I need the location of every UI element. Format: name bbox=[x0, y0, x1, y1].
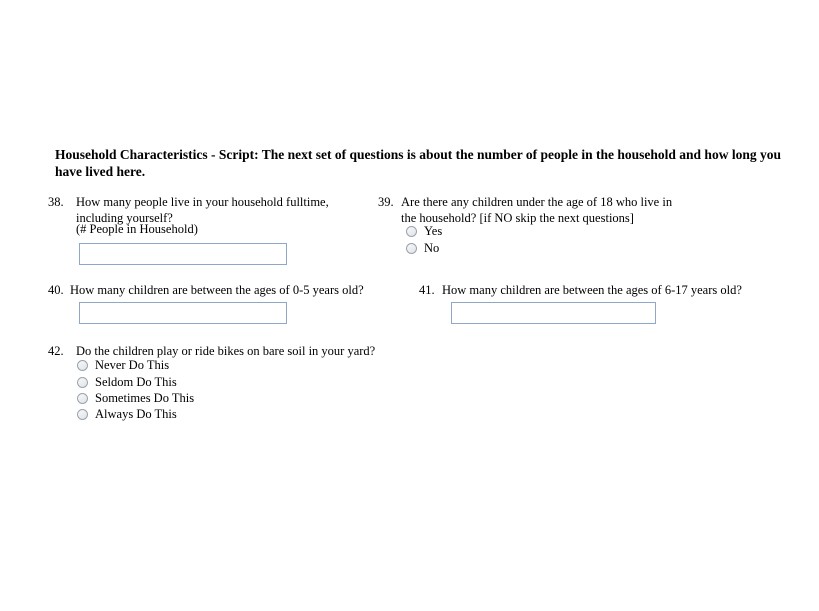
question-41-text: How many children are between the ages of 6-17 years old? bbox=[442, 283, 742, 297]
question-40-input[interactable] bbox=[79, 302, 287, 324]
question-39-option-no[interactable] bbox=[406, 242, 439, 255]
question-39-option-yes-label: Yes bbox=[424, 224, 443, 238]
question-42-option-sometimes[interactable] bbox=[77, 392, 194, 405]
question-38-input[interactable] bbox=[79, 243, 287, 265]
section-heading: Household Characteristics - Script: The next set of questions is about the number of people in the household and how long you have lived here. bbox=[55, 147, 781, 180]
question-39-number: 39. bbox=[378, 195, 394, 209]
radio-icon[interactable] bbox=[77, 377, 88, 388]
question-39-option-no-label: No bbox=[424, 241, 440, 255]
question-42-option-seldom-label: Seldom Do This bbox=[95, 375, 177, 389]
question-42-option-never[interactable] bbox=[77, 359, 169, 372]
question-40-number: 40. bbox=[48, 283, 64, 297]
question-40-text: How many children are between the ages of 0-5 years old? bbox=[70, 283, 364, 297]
radio-icon[interactable] bbox=[406, 243, 417, 254]
question-42-number: 42. bbox=[48, 344, 64, 358]
radio-icon[interactable] bbox=[77, 360, 88, 371]
question-38-note: (# People in Household) bbox=[76, 222, 198, 236]
radio-icon[interactable] bbox=[77, 409, 88, 420]
question-41-number: 41. bbox=[419, 283, 435, 297]
question-38-number: 38. bbox=[48, 195, 64, 209]
radio-icon[interactable] bbox=[77, 393, 88, 404]
question-42-option-always-label: Always Do This bbox=[95, 407, 177, 421]
radio-icon[interactable] bbox=[406, 226, 417, 237]
question-39-option-yes[interactable] bbox=[406, 225, 442, 238]
question-39-text: Are there any children under the age of 18 who live in the household? [if NO skip the next questions] bbox=[401, 195, 673, 225]
question-41-input[interactable] bbox=[451, 302, 656, 324]
question-42-option-never-label: Never Do This bbox=[95, 358, 170, 372]
question-42-option-seldom[interactable] bbox=[77, 376, 177, 389]
question-42-option-sometimes-label: Sometimes Do This bbox=[95, 391, 195, 405]
question-42-text: Do the children play or ride bikes on bare soil in your yard? bbox=[76, 344, 376, 358]
question-38-text: How many people live in your household fulltime, including yourself? bbox=[76, 195, 329, 225]
question-42-option-always[interactable] bbox=[77, 408, 177, 421]
